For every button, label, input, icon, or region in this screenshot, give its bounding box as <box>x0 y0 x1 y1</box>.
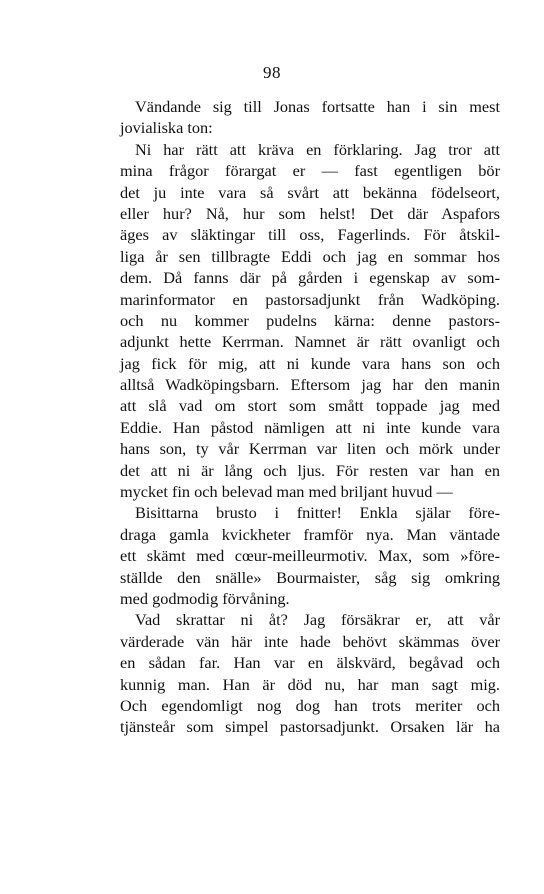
text-line: tjänsteår som simpel pastorsadjunkt. Orsaken lär ha <box>120 717 500 737</box>
text-line: det ju inte vara så svårt att bekänna födelseort, <box>120 182 500 202</box>
text-line: mycket fin och belevad man med briljant huvud — <box>120 482 453 502</box>
text-line: och nu kommer pudelns kärna: denne pastors- <box>120 310 500 330</box>
text-line: marinformator en pastorsadjunkt från Wadköping. <box>120 289 500 309</box>
text-line: värderade vän här inte hade behövt skämmas över <box>120 631 500 651</box>
text-line: mina frågor förargat er — fast egentligen bör <box>120 161 500 181</box>
text-line: Vad skrattar ni åt? Jag försäkrar er, att vår <box>135 610 500 630</box>
text-line: en sådan far. Han var en älskvärd, begåvad och <box>120 653 500 673</box>
page-number: 98 <box>263 63 281 82</box>
text-line: hans son, ty vår Kerrman var liten och mörk under <box>120 439 500 459</box>
text-line: Ni har rätt att kräva en förklaring. Jag tror att <box>135 139 500 159</box>
text-line: draga gamla kvickheter framför nya. Man väntade <box>120 524 500 544</box>
text-line: Och egendomligt nog dog han trots meriter och <box>120 695 500 715</box>
text-line: det att ni är lång och ljus. För resten var han en <box>120 460 500 480</box>
text-line: eller hur? Nå, hur som helst! Det där Aspafors <box>120 203 500 223</box>
text-line: Bisittarna brusto i fnitter! Enkla själar före- <box>135 503 500 523</box>
text-line: liga år sen tillbragte Eddi och jag en sommar hos <box>120 246 500 266</box>
text-line: Eddie. Han påstod nämligen att ni inte kunde vara <box>120 417 500 437</box>
text-line: kunnig man. Han är död nu, har man sagt mig. <box>120 674 500 694</box>
text-line: jag fick för mig, att ni kunde vara hans son och <box>120 353 500 373</box>
text-line: äges av släktingar till oss, Fagerlinds. För åtskil- <box>120 225 500 245</box>
text-line: alltså Wadköpingsbarn. Eftersom jag har den manin <box>120 375 500 395</box>
text-line: att slå vad om stort som smått toppade jag med <box>120 396 500 416</box>
text-line: ställde den snälle» Bourmaister, såg sig omkring <box>120 567 500 587</box>
text-line: med godmodig förvåning. <box>120 588 290 608</box>
text-line: Vändande sig till Jonas fortsatte han i sin mest <box>135 97 500 116</box>
body-text <box>120 96 500 738</box>
text-line: ett skämt med cœur-meilleurmotiv. Max, som »före- <box>120 546 500 566</box>
text-line: dem. Då fanns där på gården i egenskap av som- <box>120 268 500 288</box>
text-line: adjunkt hette Kerrman. Namnet är rätt ovanligt och <box>120 332 500 352</box>
text-line: jovialiska ton: <box>120 118 213 138</box>
